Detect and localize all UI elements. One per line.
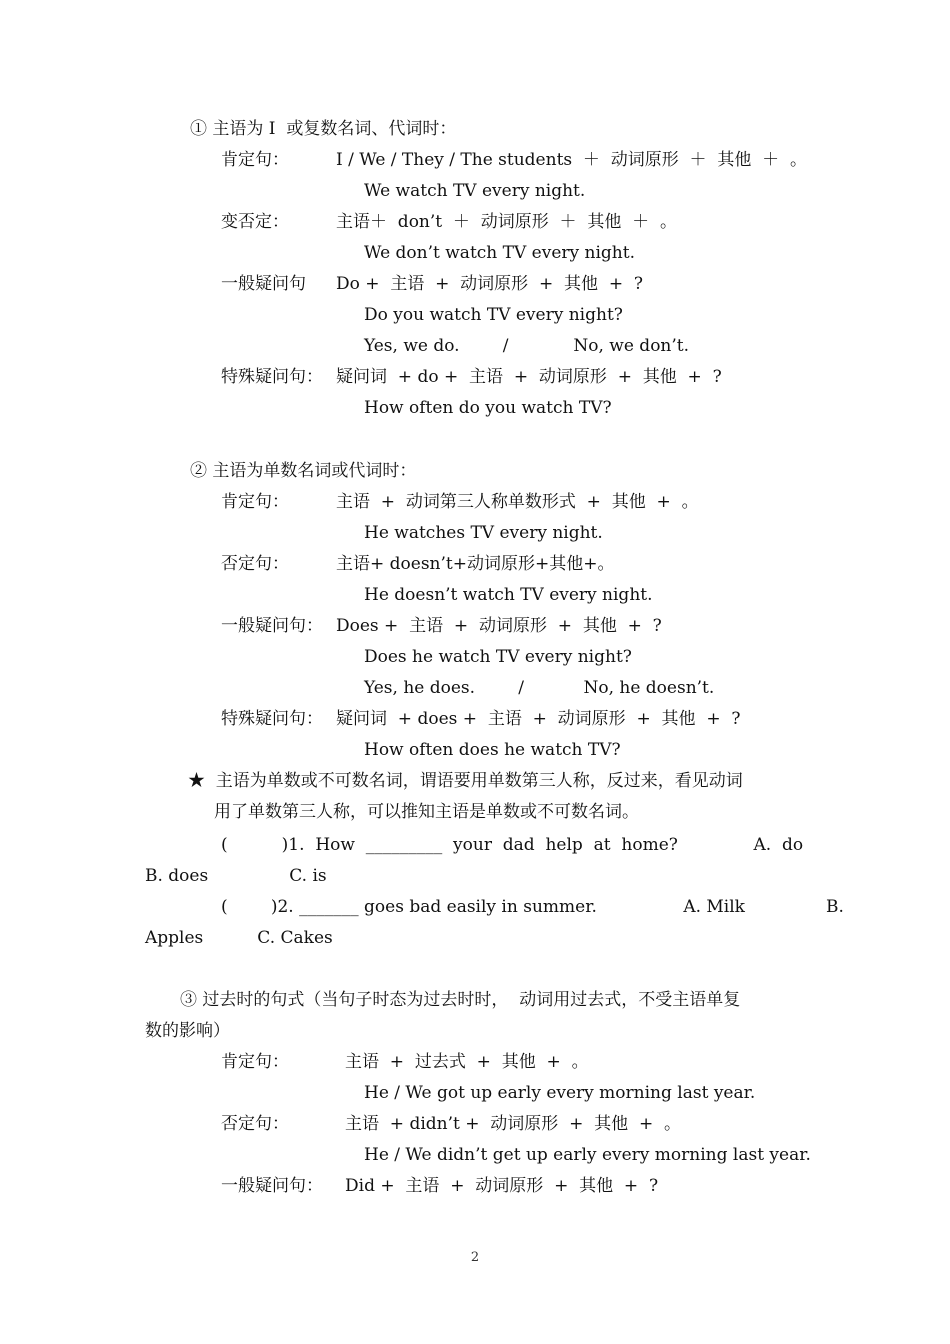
row-formula: 主语 + didn’t + 动词原形 + 其他 + 。 bbox=[345, 1114, 682, 1134]
row-formula: 疑问词 + do + 主语 + 动词原形 + 其他 + ? bbox=[336, 367, 722, 387]
row-example: Does he watch TV every night? bbox=[364, 647, 632, 667]
row-formula: 主语+ doesn’t+动词原形+其他+。 bbox=[336, 554, 615, 574]
exercise-line: ( )2. _______ goes bad easily in summer. A. Milk B. bbox=[221, 897, 844, 917]
row-label: 否定句： bbox=[221, 554, 289, 574]
row-formula: Does + 主语 + 动词原形 + 其他 + ? bbox=[336, 616, 662, 636]
row-formula: Did + 主语 + 动词原形 + 其他 + ? bbox=[345, 1176, 659, 1196]
row-label: 一般疑问句： bbox=[221, 1176, 323, 1196]
note-line: ★ 主语为单数或不可数名词，谓语要用单数第三人称，反过来，看见动词 bbox=[188, 771, 743, 791]
row-label: 特殊疑问句： bbox=[221, 709, 323, 729]
row-label: 一般疑问句 bbox=[221, 274, 306, 294]
row-example: We watch TV every night. bbox=[364, 181, 586, 201]
exercise-line: ( )1. How _________ your dad help at home? A. do bbox=[221, 835, 804, 855]
row-label: 变否定： bbox=[221, 212, 289, 232]
row-label: 肯定句： bbox=[221, 1052, 289, 1072]
row-example: He / We didn’t get up early every morning last year. bbox=[364, 1145, 811, 1165]
note-line: 用了单数第三人称，可以推知主语是单数或不可数名词。 bbox=[214, 802, 639, 822]
row-formula: 主语＋ don’t ＋ 动词原形 ＋ 其他 ＋ 。 bbox=[336, 212, 677, 232]
row-label: 否定句： bbox=[221, 1114, 289, 1134]
exercise-line: Apples C. Cakes bbox=[145, 928, 333, 948]
row-label: 特殊疑问句： bbox=[221, 367, 323, 387]
row-example: He watches TV every night. bbox=[364, 523, 603, 543]
row-formula: Do + 主语 + 动词原形 + 其他 + ? bbox=[336, 274, 644, 294]
exercise-line: B. does C. is bbox=[145, 866, 327, 886]
row-example: We don’t watch TV every night. bbox=[364, 243, 635, 263]
section-3-heading: 数的影响） bbox=[145, 1021, 230, 1041]
row-example: He doesn’t watch TV every night. bbox=[364, 585, 653, 605]
row-example: Yes, he does. / No, he doesn’t. bbox=[364, 678, 715, 698]
row-formula: 主语 + 过去式 + 其他 + 。 bbox=[345, 1052, 589, 1072]
row-formula: 主语 + 动词第三人称单数形式 + 其他 + 。 bbox=[336, 492, 699, 512]
row-formula: 疑问词 + does + 主语 + 动词原形 + 其他 + ? bbox=[336, 709, 741, 729]
row-label: 肯定句： bbox=[221, 492, 289, 512]
row-example: How often does he watch TV? bbox=[364, 740, 621, 760]
row-example: How often do you watch TV? bbox=[364, 398, 612, 418]
page-number: 2 bbox=[470, 1250, 480, 1265]
row-example: Do you watch TV every night? bbox=[364, 305, 623, 325]
section-3-heading: ③ 过去时的句式（当句子时态为过去时时， 动词用过去式，不受主语单复 bbox=[180, 990, 741, 1010]
row-example: Yes, we do. / No, we don’t. bbox=[364, 336, 690, 356]
row-formula: I / We / They / The students ＋ 动词原形 ＋ 其他 ＋ 。 bbox=[336, 150, 807, 170]
section-2-heading: ② 主语为单数名词或代词时： bbox=[190, 461, 417, 481]
section-1-heading: ① 主语为 I 或复数名词、代词时： bbox=[190, 119, 457, 139]
row-example: He / We got up early every morning last year. bbox=[364, 1083, 756, 1103]
row-label: 一般疑问句： bbox=[221, 616, 323, 636]
row-label: 肯定句： bbox=[221, 150, 289, 170]
